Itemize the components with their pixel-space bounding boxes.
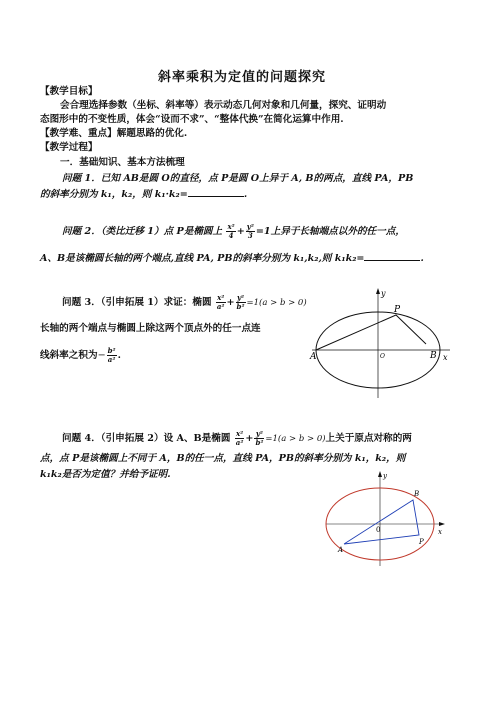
fraction-x2-over-a2: $\frac{\text{x²}}{\text{a²}}$ <box>216 293 225 311</box>
point-b-label: B <box>414 490 420 498</box>
problem-4-prefix: 问题 4．（引申拓展 2）设 A、B是椭圆 <box>62 433 231 444</box>
key-points-heading: 【教学难、重点】 <box>40 128 117 139</box>
origin-label: O <box>380 353 385 360</box>
problem-1-question: 的斜率分别为 k₁，k₂，则 k₁·k₂= <box>40 189 188 200</box>
section-1-heading: 一．基础知识、基本方法梳理 <box>60 157 185 168</box>
problem-3-line-1: 问题 3．（引申拓展 1）求证：椭圆 $\frac{\text{x²}}{\text{a²}}$ + $\frac{\text{y²}}{\text{b²}}$ =1(a > b > 0) <box>62 293 307 311</box>
ellipse-condition: =1(a > b > 0) <box>265 434 326 444</box>
y-axis-arrow <box>378 471 382 477</box>
y-axis-arrow <box>376 288 380 294</box>
problem-2-suffix: 上异于长轴端点以外的任一点， <box>270 226 405 237</box>
key-points <box>40 127 187 140</box>
ellipse-figure-2 <box>324 468 448 568</box>
problem-2-prefix: 问题 2．（类比迁移 1）点 P是椭圆上 <box>62 226 223 237</box>
problem-2-line-2: A、B是该椭圆长轴的两个端点,直线 PA, PB的斜率分别为 k₁,k₂,则 k₁k₂= . <box>40 253 424 264</box>
point-b-label: B <box>430 351 437 361</box>
problem-4-suffix: 上关于原点对称的两 <box>325 433 412 444</box>
answer-blank <box>364 251 420 261</box>
objectives-line-1: 会合理选择参数（坐标、斜率等）表示动态几何对象和几何量，探究、证明动 <box>60 100 387 111</box>
problem-3-prefix: 问题 3．（引申拓展 1）求证：椭圆 <box>62 297 212 308</box>
page-title: 斜率乘积为定值的问题探究 <box>158 70 327 85</box>
x-axis-label: x <box>443 353 448 362</box>
y-axis-label: y <box>383 472 387 480</box>
problem-1-line-1: 问题 1．已知 AB是圆 O的直径，点 P是圆 O上异于 A, B的两点，直线 PA，PB <box>62 173 414 184</box>
fraction-y2-over-3: $\frac{\text{y²}}{3}$ <box>246 222 254 240</box>
point-p-label: P <box>419 538 424 546</box>
process-heading: 【教学过程】 <box>40 142 98 153</box>
chords-pa-pb <box>316 315 426 350</box>
problem-3-line-3-suffix: . <box>117 350 121 361</box>
triangle-pab <box>344 500 419 544</box>
ellipse-figure-1 <box>304 286 454 402</box>
point-a-label: A <box>338 546 344 554</box>
problem-2-question: A、B是该椭圆长轴的两个端点,直线 PA, PB的斜率分别为 k₁,k₂,则 k₁k₂= <box>40 253 365 264</box>
fraction-y2-over-b2: $\frac{\text{y²}}{\text{b²}}$ <box>255 429 264 447</box>
equation-equals: =1 <box>255 226 271 237</box>
problem-3-line-3-prefix: 线斜率之积为 <box>40 350 98 361</box>
fraction-x2-over-a2: $\frac{\text{x²}}{\text{a²}}$ <box>235 429 244 447</box>
key-points-text: 解题思路的优化. <box>116 128 188 139</box>
problem-4-line-1: 问题 4．（引申拓展 2）设 A、B是椭圆 $\frac{\text{x²}}{\text{a²}}$ + $\frac{\text{y²}}{\text{b²}}$ =1(a > b > 0)上关于原点对称的两 <box>62 429 412 447</box>
objectives-line-2: 态图形中的不变性质，体会“设而不求”、“整体代换”在简化运算中作用. <box>40 114 344 125</box>
fraction-y2-over-b2: $\frac{\text{y²}}{\text{b²}}$ <box>236 293 245 311</box>
y-axis-label: y <box>381 289 386 298</box>
result-sign: − <box>97 350 106 361</box>
problem-3-line-3 <box>40 347 121 364</box>
answer-blank <box>188 187 244 197</box>
problem-3-line-2: 长轴的两个端点与椭圆上除这两个顶点外的任一点连 <box>40 323 261 334</box>
origin-label: 0 <box>376 526 381 534</box>
fraction-b2-over-a2: $\frac{\text{b²}}{\text{a²}}$ <box>107 346 116 364</box>
fraction-x2-over-4: $\frac{\text{x²}}{4}$ <box>227 222 235 240</box>
point-a-label: A <box>310 352 317 362</box>
problem-4-line-3: k₁k₂是否为定值？并给予证明. <box>40 469 171 480</box>
point-p-label: P <box>394 305 401 315</box>
problem-4-line-2: 点，点 P是该椭圆上不同于 A，B的任一点，直线 PA，PB的斜率分别为 k₁，k₂，则 <box>40 453 406 464</box>
objectives-heading: 【教学目标】 <box>40 86 98 97</box>
problem-2-line-1: 问题 2．（类比迁移 1）点 P是椭圆上 $\frac{\text{x²}}{4}$ + $\frac{\text{y²}}{3}$ =1上异于长轴端点以外的任一点， <box>62 222 405 240</box>
x-axis-arrow <box>439 522 445 526</box>
ellipse-condition: =1(a > b > 0) <box>246 298 307 308</box>
problem-1-line-2: 的斜率分别为 k₁，k₂，则 k₁·k₂= . <box>40 189 248 200</box>
x-axis-label: x <box>438 528 442 536</box>
